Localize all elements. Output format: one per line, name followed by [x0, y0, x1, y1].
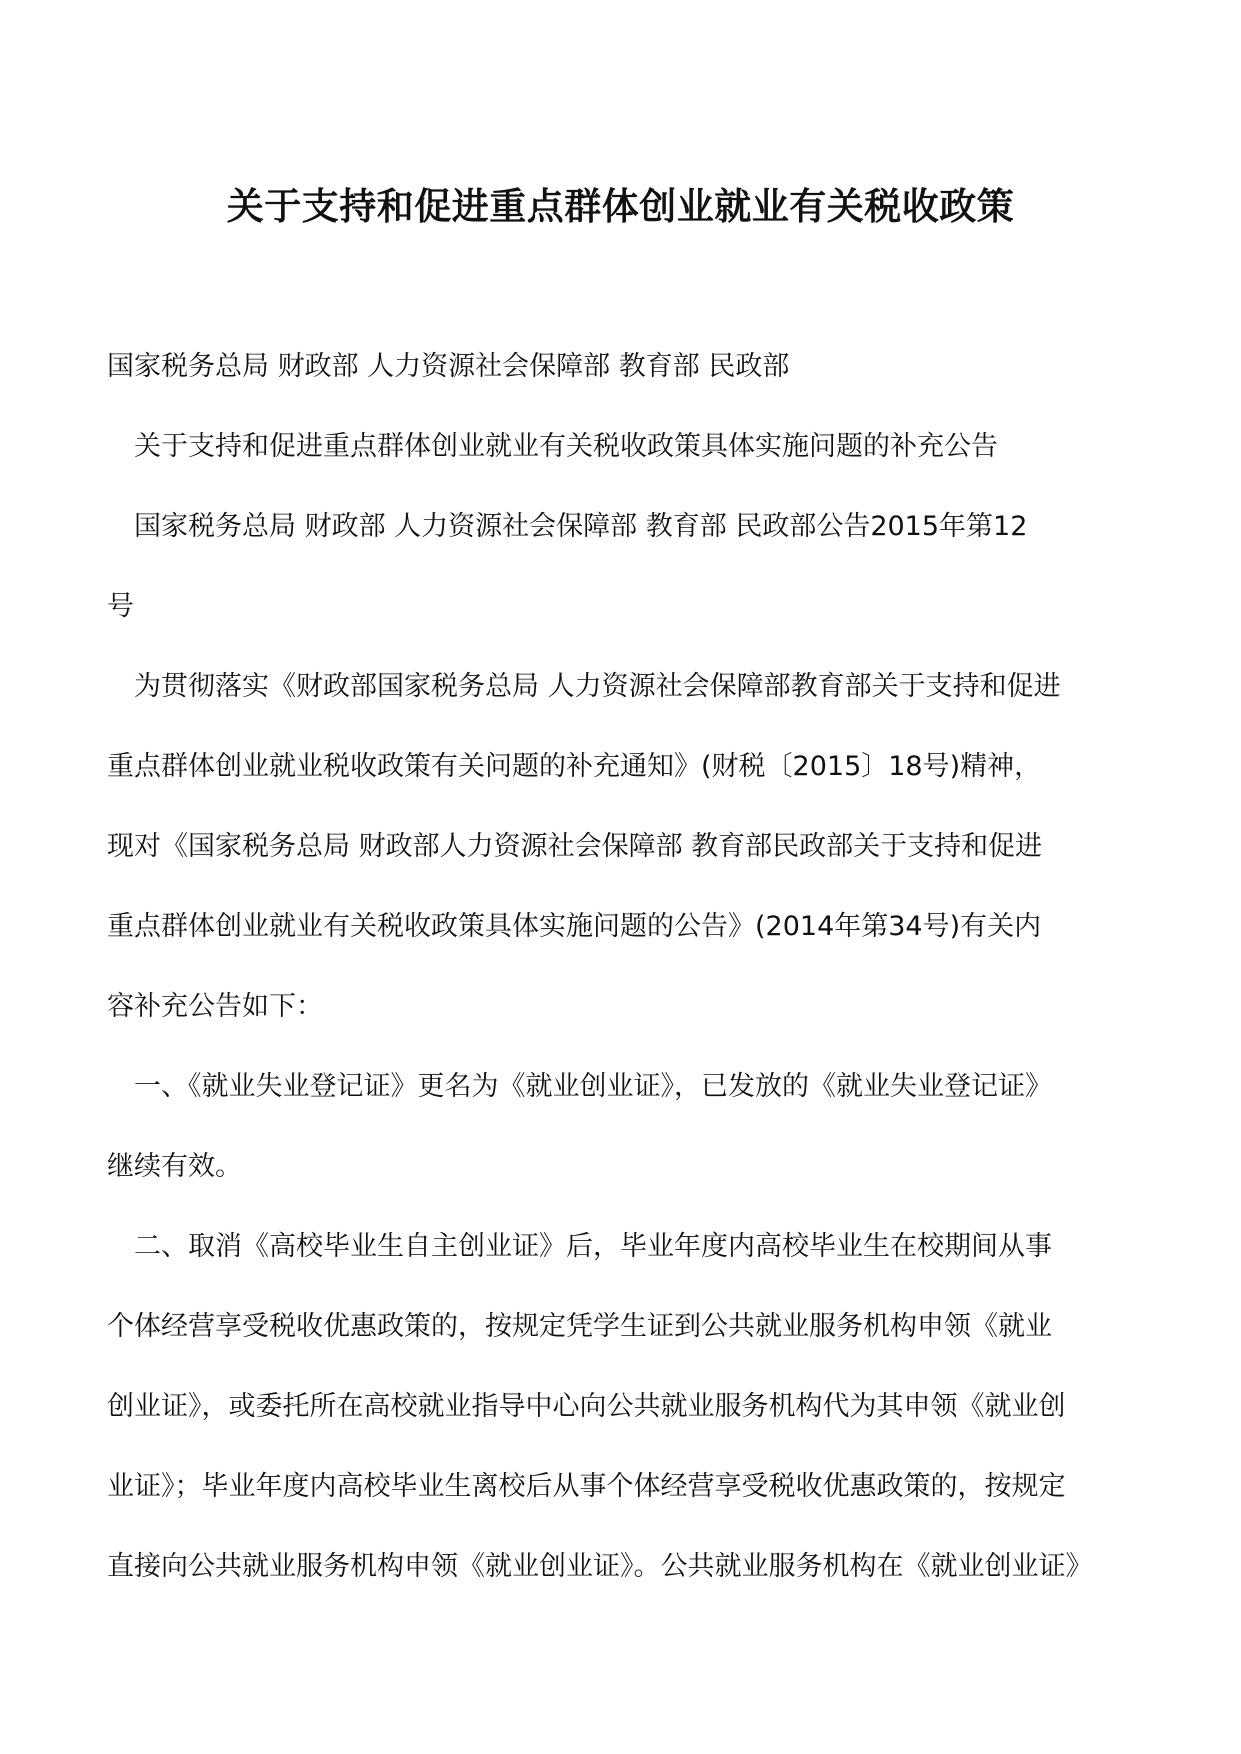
announcement-number: 国家税务总局 财政部 人力资源社会保障部 教育部 民政部公告2015年第12 号 — [107, 511, 1028, 622]
announcement-title: 关于支持和促进重点群体创业就业有关税收政策具体实施问题的补充公告 — [107, 431, 998, 462]
provision-one: 一、《就业失业登记证》更名为《就业创业证》，已发放的《就业失业登记证》 继续有效。 — [107, 1071, 1052, 1182]
page-title: 关于支持和促进重点群体创业就业有关税收政策 — [226, 183, 1015, 228]
intro-paragraph: 为贯彻落实《财政部国家税务总局 人力资源社会保障部教育部关于支持和促进 重点群体创业就业税收政策有关问题的补充通知》(财税〔2015〕18号)精神， 现对《国家税务总局 财政部人力资源社会保障部 教育部民政部关于支持和促进 重点群体创业就业有关税收政策具体实施问题的公告》(2014年第34号)有关内 容补充公告如下： — [107, 671, 1061, 1022]
issuing-authorities: 国家税务总局 财政部 人力资源社会保障部 教育部 民政部 — [107, 351, 790, 382]
provision-two: 二、取消《高校毕业生自主创业证》后，毕业年度内高校毕业生在校期间从事 个体经营享受税收优惠政策的，按规定凭学生证到公共就业服务机构申领《就业 创业证》，或委托所在高校就业指导中心向公共就业服务机构代为其申领《就业创 业证》；毕业年度内高校毕业生离校后从事个体经营享受税收优惠政策的，按规定 直接向公共就业服务机构申领《就业创业证》。公共就业服务机构在《就业创业证》 — [107, 1231, 1093, 1582]
